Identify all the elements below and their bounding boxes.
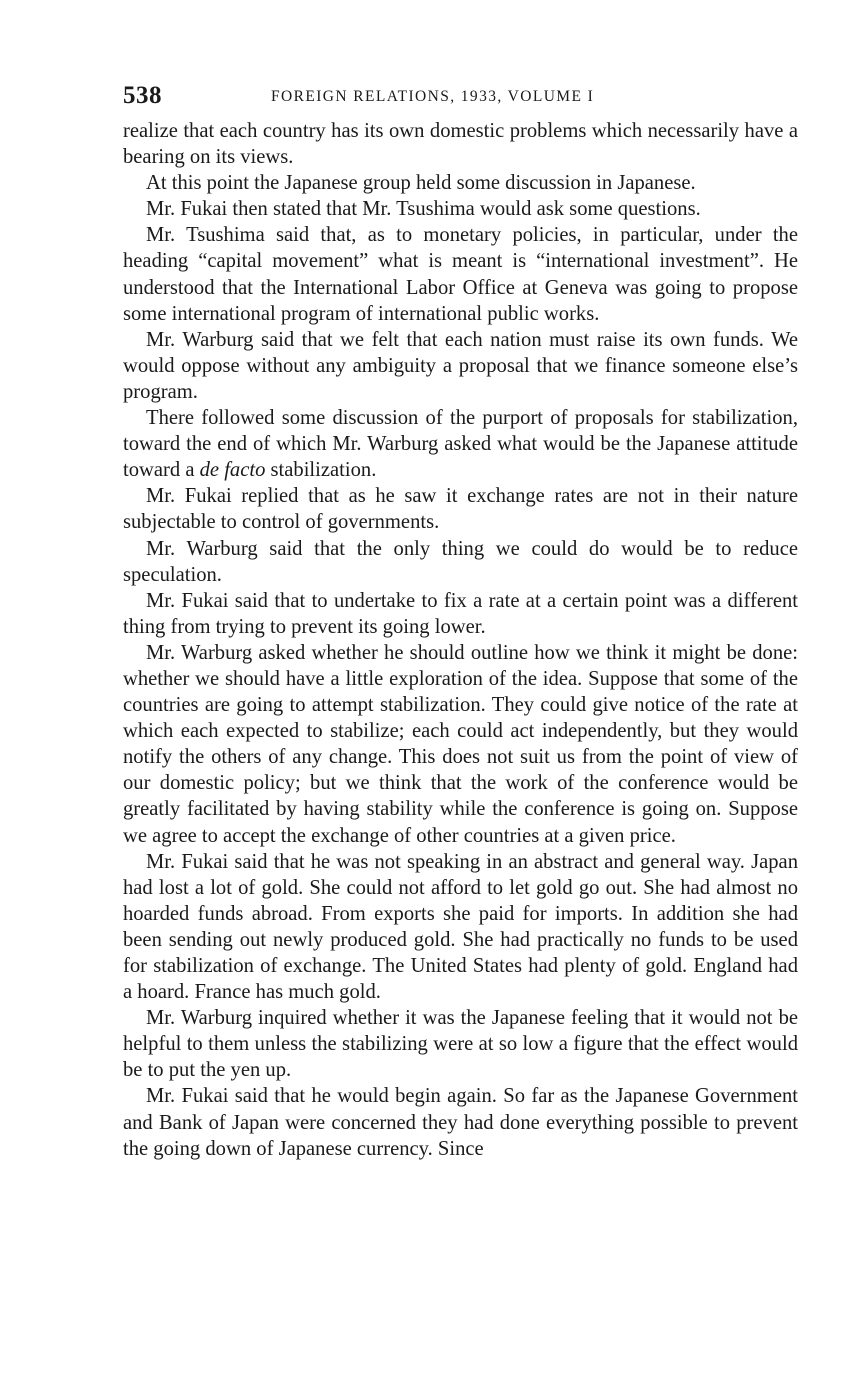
paragraph-2 <box>123 170 798 196</box>
paragraph-5 <box>123 327 798 405</box>
paragraph-text: Mr. Fukai said that he would begin again. So far as the Japanese Government and Bank of Japan were concerned they had done everything possible to prevent the going down of Japanese currency. Since <box>123 1085 798 1160</box>
italic-term: de facto <box>199 459 266 482</box>
paragraph-6 <box>123 405 798 483</box>
paragraph-text: realize that each country has its own domestic problems which necessarily have a bearing on its views. <box>123 120 798 169</box>
paragraph-8 <box>123 536 798 588</box>
paragraph-10 <box>123 640 798 849</box>
running-title: FOREIGN RELATIONS, 1933, VOLUME I <box>271 88 595 105</box>
body-text <box>123 118 798 1162</box>
paragraph-text: At this point the Japanese group held some discussion in Japanese. <box>146 172 696 195</box>
paragraph-text: Mr. Fukai then stated that Mr. Tsushima would ask some questions. <box>146 198 701 221</box>
paragraph-9 <box>123 588 798 640</box>
paragraph-7 <box>123 483 798 535</box>
paragraph-text: Mr. Fukai replied that as he saw it exchange rates are not in their nature subjectable to control of governments. <box>123 485 798 534</box>
paragraph-12 <box>123 1005 798 1083</box>
paragraph-text: Mr. Warburg inquired whether it was the Japanese feeling that it would not be helpful to them unless the stabilizing were at so low a figure that the effect would be to put the yen up. <box>123 1007 798 1082</box>
document-page <box>123 82 798 1162</box>
paragraph-text: Mr. Warburg said that we felt that each nation must raise its own funds. We would oppose without any ambiguity a proposal that we finance someone else’s program. <box>123 328 798 403</box>
paragraph-text: stabilization. <box>265 459 377 482</box>
paragraph-text: Mr. Tsushima said that, as to monetary policies, in particular, under the heading “capital movement” what is meant is “international investment”. He understood that the International Labor Office at Geneva was going to propose some international program of international public works. <box>123 224 798 325</box>
paragraph-text: There followed some discussion of the purport of proposals for stabilization, toward the end of which Mr. Warburg asked what would be the Japanese attitude toward a <box>123 407 798 482</box>
paragraph-text: Mr. Fukai said that he was not speaking in an abstract and general way. Japan had lost a lot of gold. She could not afford to let gold go out. She had almost no hoarded funds abroad. From exports she paid for imports. In addition she had been sending out newly produced gold. She had practically no funds to be used for stabilization of exchange. The United States had plenty of gold. England had a hoard. France has much gold. <box>123 850 798 1004</box>
paragraph-1 <box>123 118 798 170</box>
paragraph-text: Mr. Warburg said that the only thing we could do would be to reduce speculation. <box>123 537 798 586</box>
running-head <box>123 82 798 118</box>
page-number: 538 <box>123 82 162 109</box>
paragraph-text: Mr. Warburg asked whether he should outline how we think it might be done: whether we should have a little exploration of the idea. Suppose that some of the countries are going to attempt stabilization. They could give notice of the rate at which each expected to stabilize; each could act independently, but they would notify the others of any change. This does not suit us from the point of view of our domestic policy; but we think that the work of the conference would be greatly facilitated by having stability while the conference is going on. Suppose we agree to accept the exchange of other countries at a given price. <box>123 641 798 847</box>
paragraph-11 <box>123 849 798 1006</box>
paragraph-13 <box>123 1083 798 1161</box>
paragraph-text: Mr. Fukai said that to undertake to fix a rate at a certain point was a different thing from trying to prevent its going lower. <box>123 589 798 638</box>
paragraph-3 <box>123 196 798 222</box>
paragraph-4 <box>123 222 798 326</box>
